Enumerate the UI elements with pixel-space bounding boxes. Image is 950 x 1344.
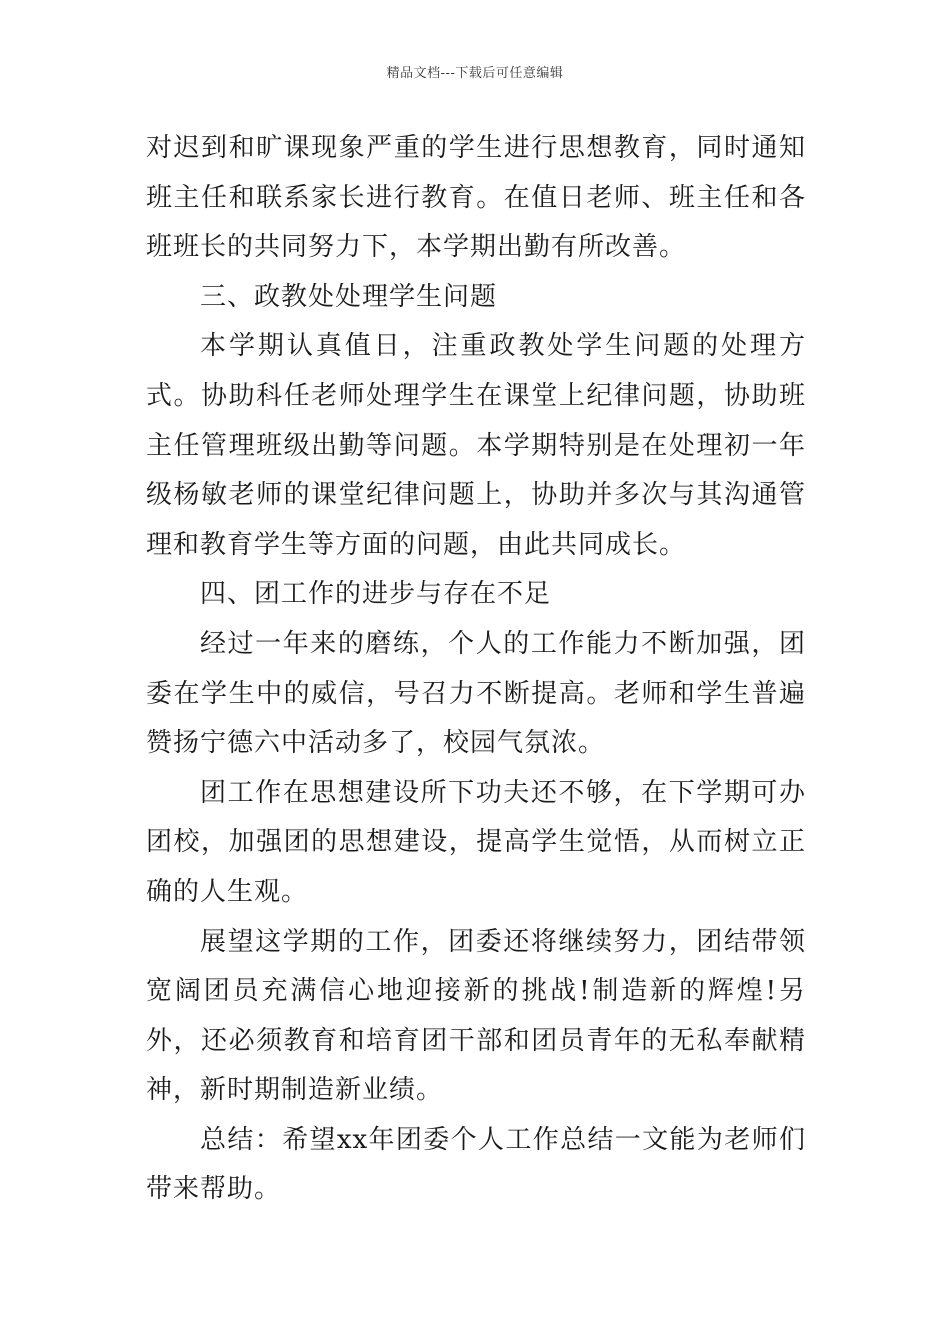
page-header: 精品文档---下载后可任意编辑 [386, 66, 564, 81]
document-body [146, 124, 806, 1215]
paragraph-shortcomings: 团工作在思想建设所下功夫还不够，在下学期可办团校，加强团的思想建设，提高学生觉悟，从而树立正确的人生观。 [146, 777, 806, 907]
paragraph-continuation: 对迟到和旷课现象严重的学生进行思想教育，同时通知班主任和联系家长进行教育。在值日老师、班主任和各班班长的共同努力下，本学期出勤有所改善。 [146, 133, 806, 263]
section-heading-3: 三、政教处处理学生问题 [200, 281, 498, 312]
paragraph-discipline: 本学期认真值日，注重政教处学生问题的处理方式。协助科任老师处理学生在课堂上纪律问题，协助班主任管理班级出勤等问题。本学期特别是在处理初一年级杨敏老师的课堂纪律问题上，协助并多次与其沟通管理和教育学生等方面的问题，由此共同成长。 [146, 331, 806, 560]
paragraph-outlook: 展望这学期的工作，团委还将继续努力，团结带领宽阔团员充满信心地迎接新的挑战!制造新的辉煌!另外，还必须教育和培育团干部和团员青年的无私奉献精神，新时期制造新业绩。 [146, 926, 806, 1106]
section-heading-4: 四、团工作的进步与存在不足 [200, 579, 552, 610]
paragraph-summary: 总结：希望xx年团委个人工作总结一文能为老师们带来帮助。 [146, 1124, 806, 1205]
paragraph-progress: 经过一年来的磨练，个人的工作能力不断加强，团委在学生中的威信，号召力不断提高。老师和学生普遍赞扬宁德六中活动多了，校园气氛浓。 [146, 628, 806, 759]
